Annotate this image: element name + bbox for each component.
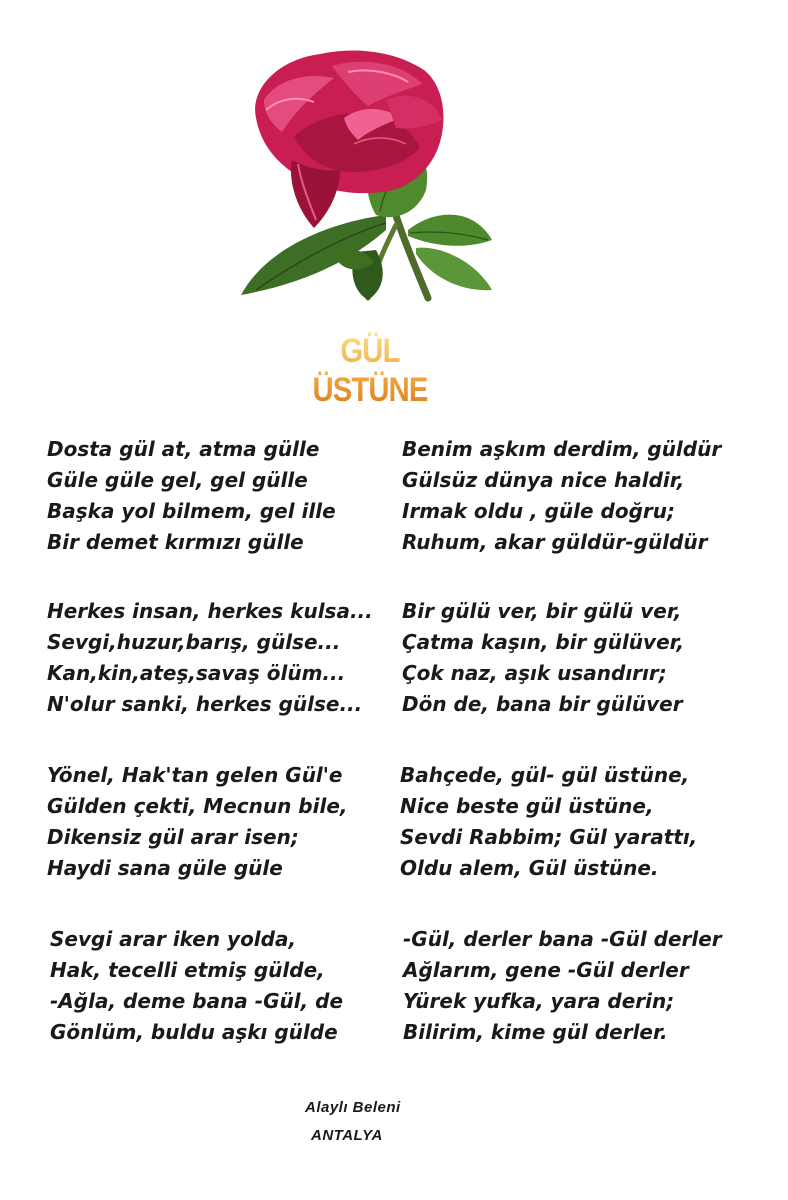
stanza-6 (400, 760, 697, 884)
stanza-line: Başka yol bilmem, gel ille (47, 499, 336, 523)
stanza-line: Oldu alem, Gül üstüne. (400, 856, 659, 880)
stanza-line: Çatma kaşın, bir gülüver, (402, 630, 685, 654)
stanza-line: Nice beste gül üstüne, (400, 794, 654, 818)
stanza-line: Irmak oldu , güle doğru; (402, 499, 675, 523)
stanza-line: Sevgi,huzur,barış, gülse... (47, 630, 341, 654)
stanza-4 (402, 596, 684, 720)
stanza-line: Bir gülü ver, bir gülü ver, (402, 599, 682, 623)
stanza-1 (47, 434, 336, 558)
stanza-line: Benim aşkım derdim, güldür (402, 437, 722, 461)
stanza-line: Yürek yufka, yara derin; (403, 989, 675, 1013)
rose-illustration (236, 40, 502, 302)
stanza-line: Gülsüz dünya nice haldir, (402, 468, 685, 492)
stanza-line: -Ağla, deme bana -Gül, de (50, 989, 344, 1013)
stanza-line: Gönlüm, buldu aşkı gülde (50, 1020, 338, 1044)
stanza-line: Hak, tecelli etmiş gülde, (50, 958, 325, 982)
stanza-line: Ağlarım, gene -Gül derler (403, 958, 689, 982)
author-name: Alaylı Beleni (305, 1099, 401, 1116)
stanza-line: Dosta gül at, atma gülle (47, 437, 320, 461)
stanza-2 (402, 434, 721, 558)
stanza-line: -Gül, derler bana -Gül derler (403, 927, 722, 951)
stanza-5 (47, 760, 347, 884)
stanza-line: N'olur sanki, herkes gülse... (47, 692, 363, 716)
author-city: ANTALYA (311, 1127, 383, 1144)
stanza-line: Sevdi Rabbim; Gül yarattı, (400, 825, 698, 849)
stanza-line: Haydi sana güle güle (47, 856, 283, 880)
stanza-line: Ruhum, akar güldür-güldür (402, 530, 708, 554)
stanza-line: Sevgi arar iken yolda, (50, 927, 297, 951)
stanza-line: Çok naz, aşık usandırır; (402, 661, 667, 685)
stanza-line: Bahçede, gül- gül üstüne, (400, 763, 690, 787)
poem-title: GÜL ÜSTÜNE (293, 332, 448, 410)
stanza-8 (403, 924, 722, 1048)
stanza-3 (47, 596, 373, 720)
stanza-line: Kan,kin,ateş,savaş ölüm... (47, 661, 346, 685)
stanza-line: Güle güle gel, gel gülle (47, 468, 308, 492)
stanza-line: Gülden çekti, Mecnun bile, (47, 794, 348, 818)
stanza-line: Herkes insan, herkes kulsa... (47, 599, 373, 623)
stanza-7 (50, 924, 343, 1048)
stanza-line: Yönel, Hak'tan gelen Gül'e (47, 763, 343, 787)
stanza-line: Bilirim, kime gül derler. (403, 1020, 668, 1044)
stanza-line: Dön de, bana bir gülüver (402, 692, 683, 716)
stanza-line: Bir demet kırmızı gülle (47, 530, 304, 554)
stanza-line: Dikensiz gül arar isen; (47, 825, 299, 849)
